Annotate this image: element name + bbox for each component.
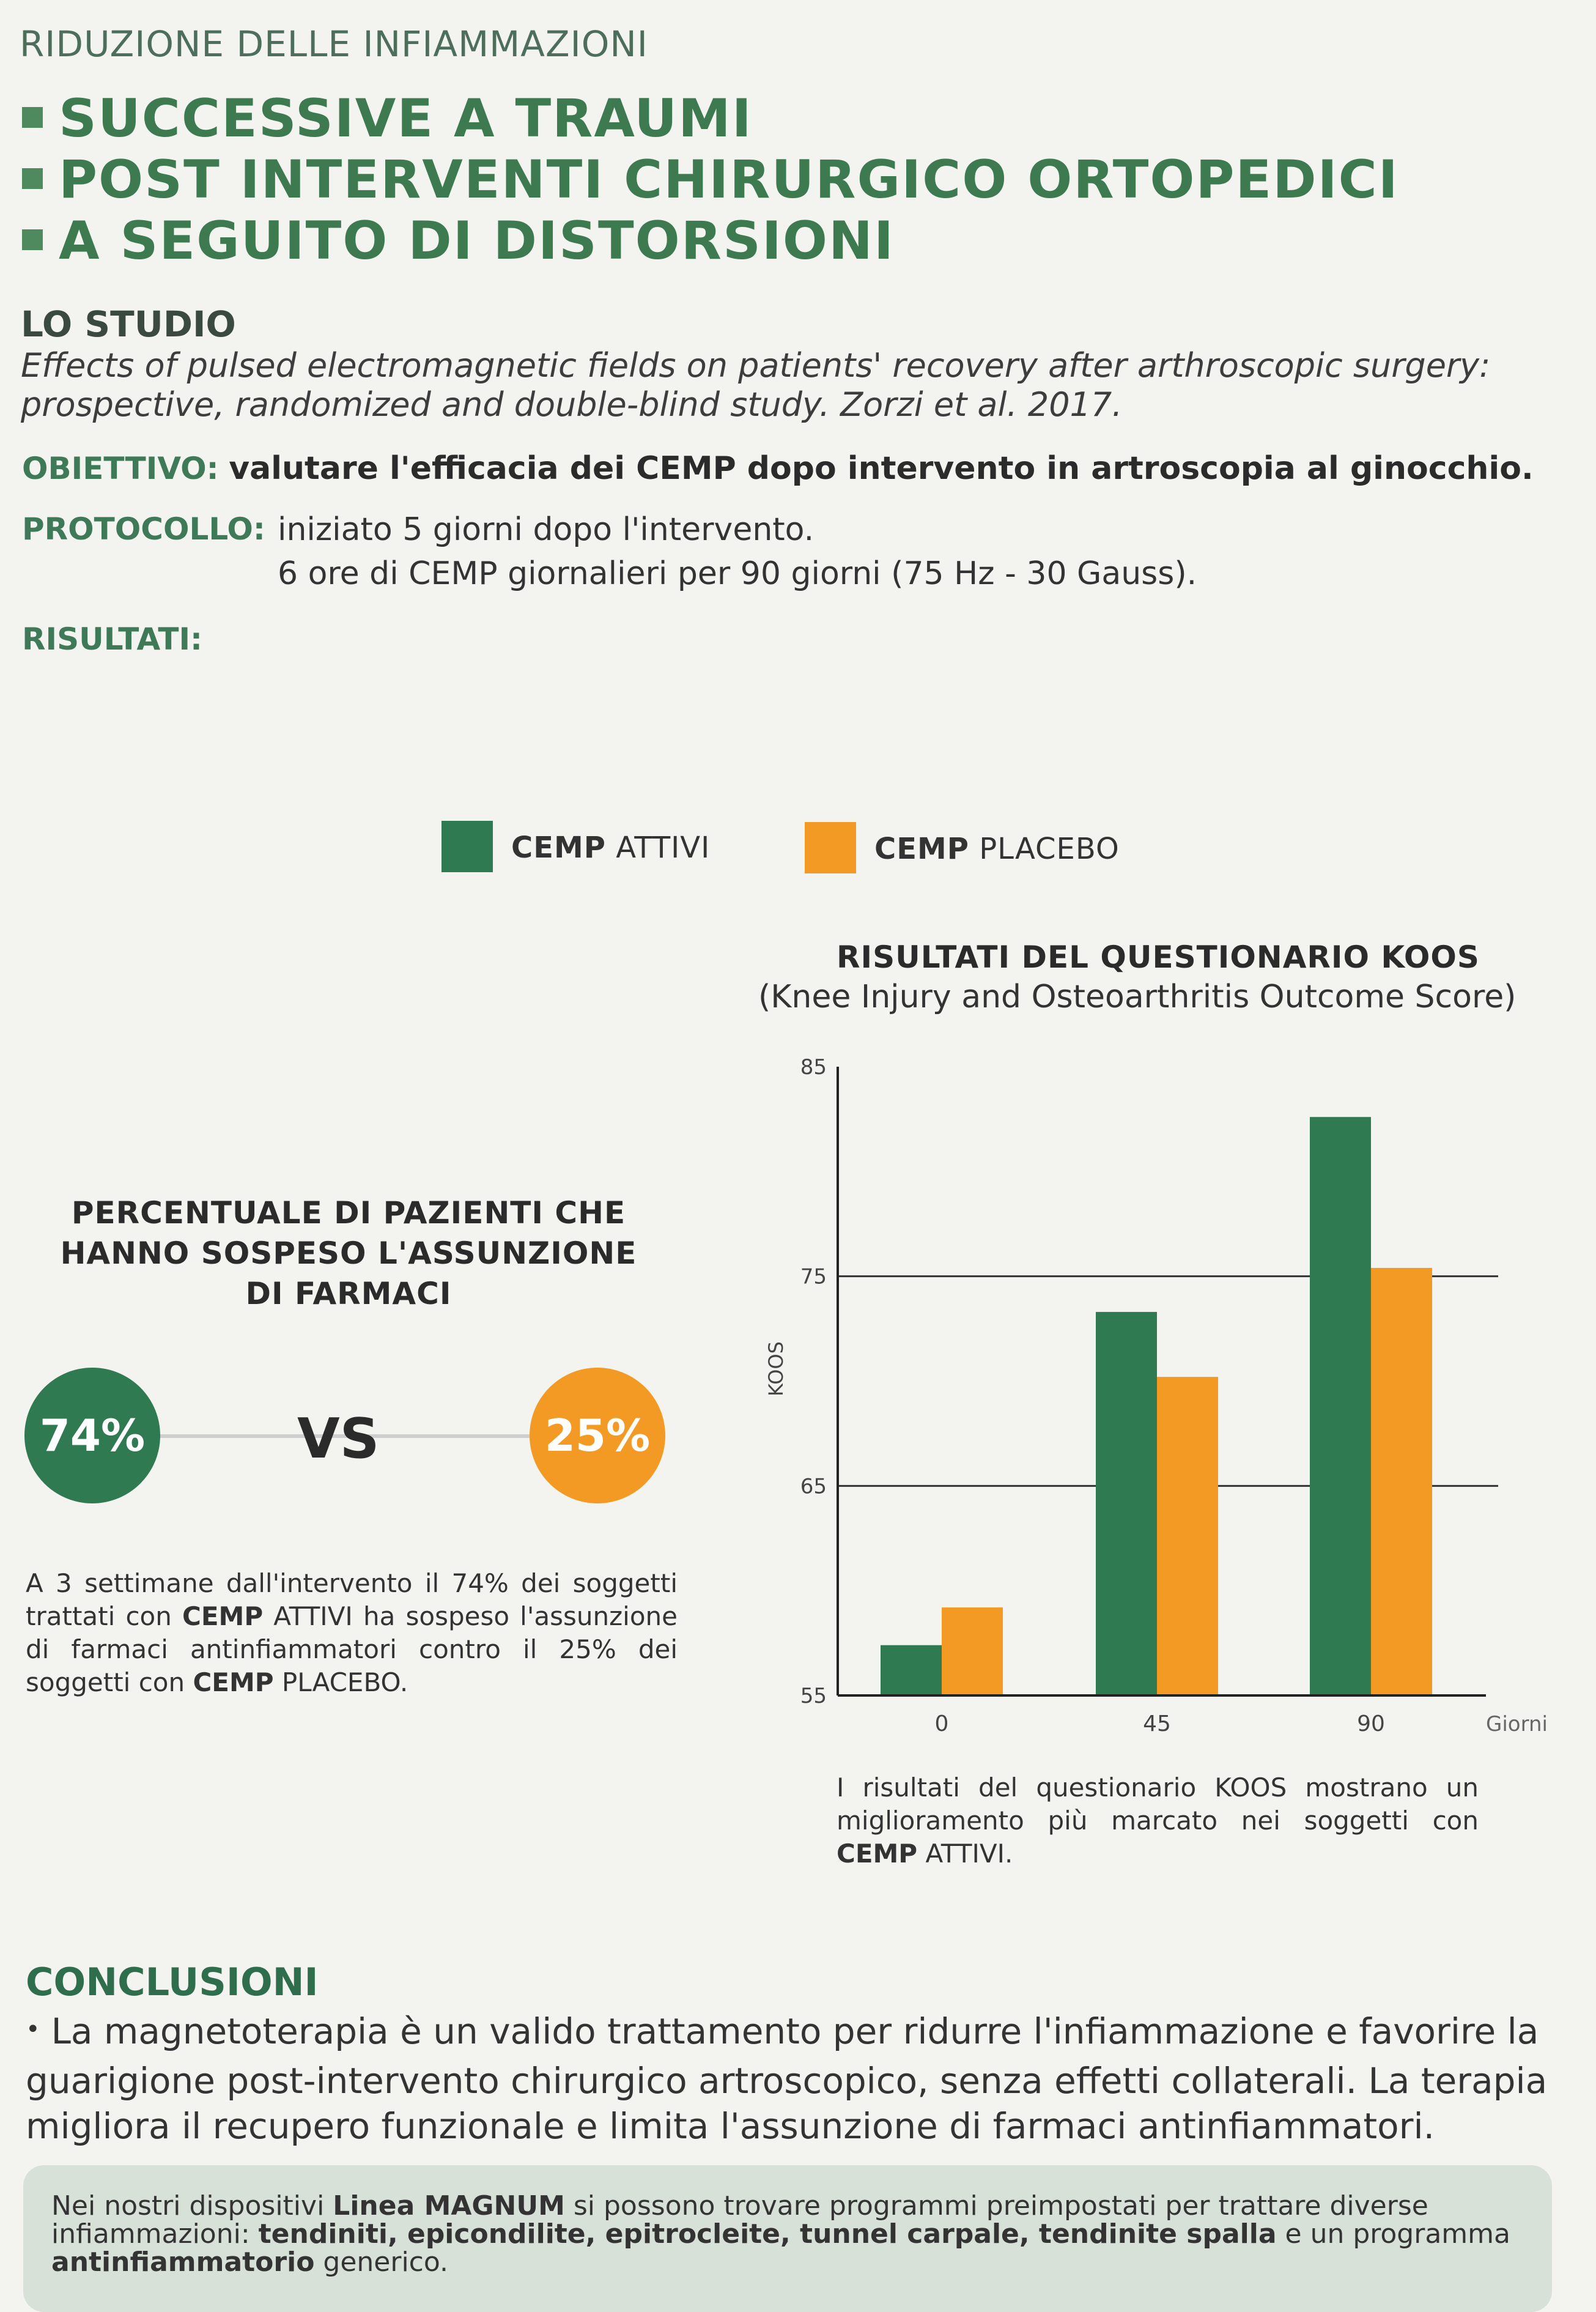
bullet-square-icon [22,107,43,128]
legend-placebo-swatch [805,822,856,873]
y-tick-label-55: 55 [800,1684,827,1708]
bar-active-day-0 [881,1645,942,1695]
x-tick-label-45: 45 [1143,1711,1171,1736]
percent-title: PERCENTUALE DI PAZIENTI CHE HANNO SOSPESO L'ASSUNZIONE DI FARMACI [60,1195,637,1311]
results-label: RISULTATI: [22,621,203,657]
bullet-dot-icon: • [26,2015,40,2043]
legend-active-label: CEMP ATTIVI [511,831,711,865]
objective [22,450,1534,487]
x-tick-label-90: 90 [1357,1711,1385,1736]
koos-bar-chart [746,1040,1578,1749]
conclusions-heading: CONCLUSIONI [26,1960,319,2004]
protocol-label: PROTOCOLLO: [22,511,265,547]
y-tick-label-65: 65 [800,1474,827,1499]
bar-placebo-day-0 [942,1607,1003,1695]
protocol [22,511,265,547]
study-citation: Effects of pulsed electromagnetic fields on patients' recovery after arthroscopic surgery: prospective, randomized and double-blind study. Zorzi et al. 2017. [21,346,1491,424]
x-axis-label: Giorni [1486,1712,1548,1736]
protocol-line-1: iniziato 5 giorni dopo l'intervento. [278,511,815,548]
legend-active-swatch [441,821,493,872]
y-tick-label-85: 85 [800,1055,827,1080]
y-tick-label-75: 75 [800,1264,827,1289]
bar-placebo-day-90 [1371,1268,1432,1695]
headline-bullet-2: POST INTERVENTI CHIRURGICO ORTOPEDICI [22,149,1399,210]
section-kicker: RIDUZIONE DELLE INFIAMMAZIONI [20,23,648,65]
headline-bullet-1: SUCCESSIVE A TRAUMI [22,88,753,149]
bar-active-day-45 [1096,1312,1157,1695]
bullet-square-icon [22,229,43,250]
study-heading: LO STUDIO [21,303,236,345]
placebo-percent-circle: 25% [530,1368,665,1503]
headline-bullet-3: A SEGUITO DI DISTORSIONI [22,210,895,272]
legend-placebo-label: CEMP PLACEBO [874,832,1120,866]
y-axis-label: KOOS [764,1341,788,1396]
conclusions-text: • La magnetoterapia è un valido trattamento per ridurre l'infiammazione e favorire la guarigione post-intervento chirurgico artroscopico, senza effetti collaterali. La terapia migliora il recupero funzionale e limita l'assunzione di farmaci antinfiammatori. [26,2010,1548,2147]
bar-active-day-90 [1310,1117,1371,1695]
chart-subtitle: (Knee Injury and Osteoarthritis Outcome Score) [758,979,1517,1015]
percent-description: A 3 settimane dall'intervento il 74% dei soggetti trattati con CEMP ATTIVI ha sospeso l'assunzione di farmaci antinfiammatori contro il 25% dei soggetti con CEMP PLACEBO. [26,1568,678,1697]
objective-text: valutare l'efficacia dei CEMP dopo intervento in artroscopia al ginocchio. [229,450,1534,487]
chart-caption: I risultati del questionario KOOS mostrano un miglioramento più marcato nei soggetti con CEMP ATTIVI. [837,1773,1479,1869]
protocol-line-2: 6 ore di CEMP giornalieri per 90 giorni (75 Hz - 30 Gauss). [278,555,1197,592]
chart-title: RISULTATI DEL QUESTIONARIO KOOS [837,939,1480,975]
footer-text: Nei nostri dispositivi Linea MAGNUM si possono trovare programmi preimpostati per trattare diverse infiammazioni: tendiniti, epicondilite, epitrocleite, tunnel carpale, tendinite spalla e un programma antinfiammatorio generico. [51,2190,1510,2278]
bar-placebo-day-45 [1157,1377,1218,1695]
bullet-square-icon [22,168,43,189]
vs-label: VS [297,1407,380,1471]
x-tick-label-0: 0 [934,1711,949,1736]
active-percent-circle: 74% [24,1368,160,1503]
objective-label: OBIETTIVO: [22,451,219,486]
